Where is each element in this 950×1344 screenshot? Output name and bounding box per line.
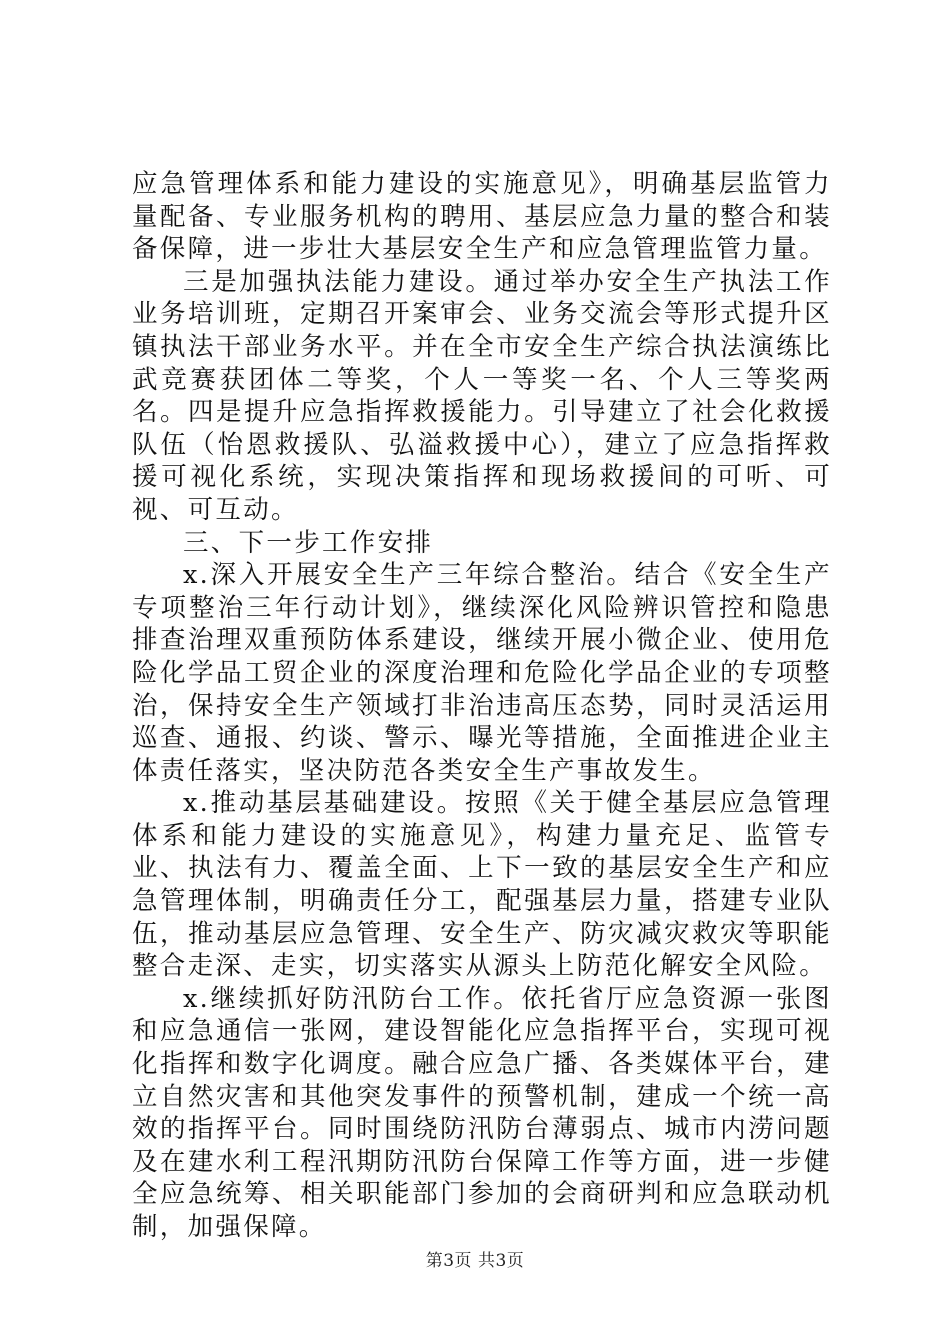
- paragraph-enforcement-capacity: 三是加强执法能力建设。通过举办安全生产执法工作业务培训班，定期召开案审会、业务交流会等形式提升区镇执法干部业务水平。并在全市安全生产综合执法演练比武竞赛获团体二等奖，个人一等奖一名、个人三等奖两名。四是提升应急指挥救援能力。引导建立了社会化救援队伍（怡恩救援队、弘溢救援中心），建立了应急指挥救援可视化系统，实现决策指挥和现场救援间的可听、可视、可互动。: [132, 266, 832, 525]
- paragraph-grassroots-construction: x.推动基层基础建设。按照《关于健全基层应急管理体系和能力建设的实施意见》，构建力量充足、监管专业、执法有力、覆盖全面、上下一致的基层安全生产和应急管理体制，明确责任分工，配强基层力量，搭建专业队伍，推动基层应急管理、安全生产、防灾减灾救灾等职能整合走深、走实，切实落实从源头上防范化解安全风险。: [132, 788, 832, 982]
- section-heading-next-steps: 三、下一步工作安排: [183, 527, 434, 558]
- paragraph-safety-rectification: x.深入开展安全生产三年综合整治。结合《安全生产专项整治三年行动计划》，继续深化风险辨识管控和隐患排查治理双重预防体系建设，继续开展小微企业、使用危险化学品工贸企业的深度治理和危险化学品企业的专项整治，保持安全生产领域打非治违高压态势，同时灵活运用巡查、通报、约谈、警示、曝光等措施，全面推进企业主体责任落实，坚决防范各类安全生产事故发生。: [132, 560, 832, 786]
- paragraph-continuation: 应急管理体系和能力建设的实施意见》，明确基层监管力量配备、专业服务机构的聘用、基层应急力量的整合和装备保障，进一步壮大基层安全生产和应急管理监管力量。: [132, 169, 832, 265]
- page-footer: 第3页 共3页: [425, 1251, 525, 1271]
- document-body: [132, 168, 832, 1244]
- paragraph-flood-typhoon-prevention: x.继续抓好防汛防台工作。依托省厅应急资源一张图和应急通信一张网，建设智能化应急指挥平台，实现可视化指挥和数字化调度。融合应急广播、各类媒体平台，建立自然灾害和其他突发事件的预警机制，建成一个统一高效的指挥平台。同时围绕防汛防台薄弱点、城市内涝问题及在建水利工程汛期防汛防台保障工作等方面，进一步健全应急统筹、相关职能部门参加的会商研判和应急联动机制，加强保障。: [132, 983, 832, 1242]
